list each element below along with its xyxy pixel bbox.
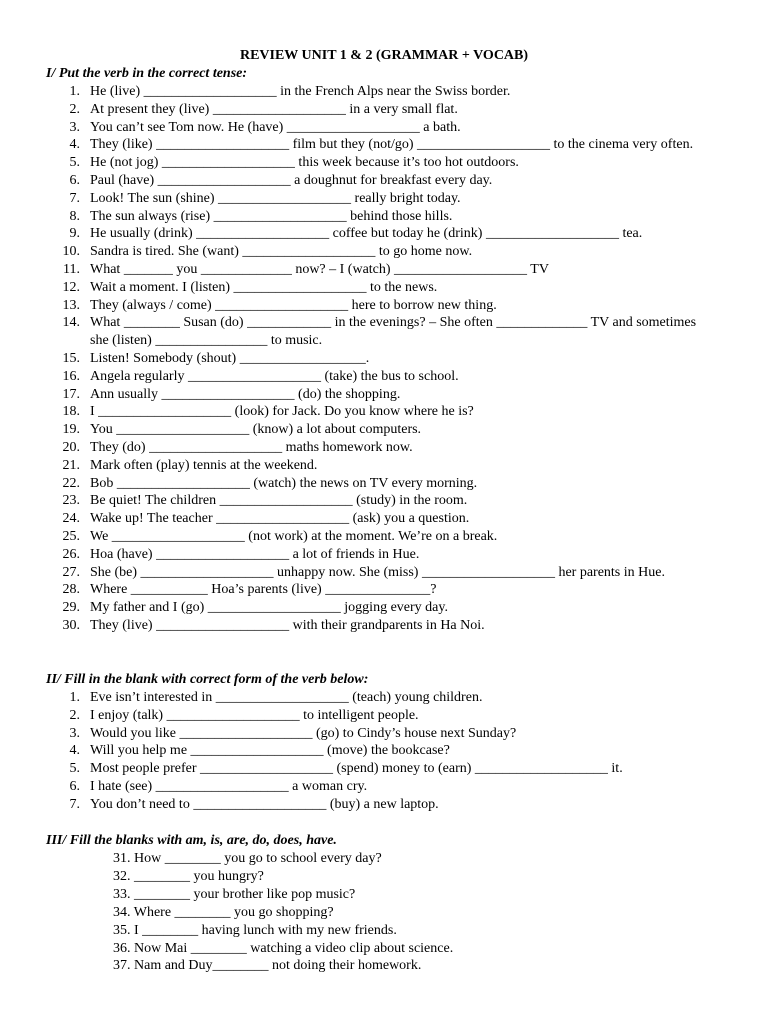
item-text: I ___________________ (look) for Jack. Do you know where he is?	[90, 404, 474, 420]
item-number: 4.	[69, 137, 80, 153]
item-text: He usually (drink) ___________________ coffee but today he (drink) ___________________ tea.	[90, 226, 643, 242]
item-text: I hate (see) ___________________ a woman cry.	[90, 778, 368, 794]
exercise-item	[0, 439, 715, 457]
exercise-item	[0, 101, 715, 119]
item-text: Mark often (play) tennis at the weekend.	[90, 457, 318, 473]
item-number: 28.	[62, 582, 80, 598]
item-text: You ___________________ (know) a lot about computers.	[90, 422, 422, 438]
item-number: 22.	[62, 475, 80, 491]
item-number: 20.	[62, 439, 80, 455]
exercise-item	[0, 386, 715, 404]
exercise-item	[0, 279, 715, 297]
item-text: They (always / come) ___________________ here to borrow new thing.	[90, 297, 497, 313]
exercise-item	[0, 119, 715, 137]
item-text: I enjoy (talk) ___________________ to intelligent people.	[90, 707, 419, 723]
item-number: 21.	[62, 457, 80, 473]
exercise-item	[0, 457, 715, 475]
exercise-item: 36. Now Mai ________ watching a video clip about science.	[113, 940, 454, 956]
exercise-item	[0, 208, 715, 226]
item-text: Ann usually ___________________ (do) the shopping.	[90, 386, 401, 402]
item-text: What ________ Susan (do) ____________ in the evenings? – She often _____________ TV and sometimes she (listen) ________________ to music.	[90, 315, 697, 349]
item-number: 16.	[62, 368, 80, 384]
item-number: 30.	[62, 617, 80, 633]
exercise-item	[0, 528, 715, 546]
exercise-item	[0, 136, 715, 154]
item-text: She (be) ___________________ unhappy now. She (miss) ___________________ her parents in Hue.	[90, 564, 665, 580]
exercise-item	[0, 421, 715, 439]
item-text: My father and I (go) ___________________ jogging every day.	[90, 600, 448, 616]
item-text: What _______ you _____________ now? – I (watch) ___________________ TV	[90, 261, 549, 277]
item-number: 6.	[69, 172, 80, 188]
item-number: 7.	[69, 190, 80, 206]
item-text: Hoa (have) ___________________ a lot of friends in Hue.	[90, 546, 420, 562]
item-text: Most people prefer ___________________ (spend) money to (earn) ___________________ it.	[90, 761, 623, 777]
item-number: 9.	[69, 226, 80, 242]
item-number: 3.	[69, 119, 80, 135]
item-number: 8.	[69, 208, 80, 224]
item-text: Where ___________ Hoa’s parents (live) _______________?	[90, 582, 437, 598]
exercise-item	[0, 475, 715, 493]
item-text: Will you help me ___________________ (move) the bookcase?	[90, 743, 450, 759]
exercise-item	[0, 492, 715, 510]
item-number: 19.	[62, 422, 80, 438]
item-number: 2.	[69, 707, 80, 723]
section-1-heading: I/ Put the verb in the correct tense:	[46, 66, 248, 81]
exercise-item	[0, 564, 715, 582]
item-number: 6.	[69, 778, 80, 794]
section-2-list	[0, 689, 715, 814]
item-number: 27.	[62, 564, 80, 580]
item-text: They (like) ___________________ film but they (not/go) ___________________ to the cinema very often.	[90, 137, 694, 153]
exercise-item: 34. Where ________ you go shopping?	[113, 904, 334, 920]
item-text: Be quiet! The children ___________________ (study) in the room.	[90, 493, 468, 509]
exercise-item	[0, 707, 715, 725]
item-number: 15.	[62, 350, 80, 366]
item-text: Wake up! The teacher ___________________ (ask) you a question.	[90, 511, 470, 527]
exercise-item	[0, 581, 715, 599]
item-number: 18.	[62, 404, 80, 420]
item-text: He (live) ___________________ in the French Alps near the Swiss border.	[90, 84, 511, 99]
section-3-list	[113, 850, 453, 975]
item-number: 5.	[69, 155, 80, 171]
item-number: 12.	[62, 279, 80, 295]
item-number: 5.	[69, 761, 80, 777]
exercise-item: 32. ________ you hungry?	[113, 868, 264, 884]
exercise-item	[0, 778, 715, 796]
item-number: 25.	[62, 528, 80, 544]
exercise-item	[0, 172, 715, 190]
item-text: Listen! Somebody (shout) __________________.	[90, 350, 370, 366]
exercise-item	[0, 225, 715, 243]
item-text: He (not jog) ___________________ this week because it’s too hot outdoors.	[90, 155, 519, 171]
item-number: 7.	[69, 796, 80, 812]
item-text: At present they (live) ___________________ in a very small flat.	[90, 101, 458, 117]
exercise-item	[0, 368, 715, 386]
item-text: Bob ___________________ (watch) the news on TV every morning.	[90, 475, 478, 491]
item-number: 26.	[62, 546, 80, 562]
exercise-item	[0, 154, 715, 172]
exercise-item	[0, 261, 715, 279]
item-number: 10.	[62, 244, 80, 260]
item-text: Look! The sun (shine) ___________________ really bright today.	[90, 190, 461, 206]
exercise-item	[0, 742, 715, 760]
item-number: 13.	[62, 297, 80, 313]
item-text: We ___________________ (not work) at the moment. We’re on a break.	[90, 528, 498, 544]
item-text: Paul (have) ___________________ a doughnut for breakfast every day.	[90, 172, 493, 188]
exercise-item	[0, 546, 715, 564]
exercise-item: 35. I ________ having lunch with my new friends.	[113, 922, 397, 938]
section-1-list	[0, 83, 715, 635]
item-text: They (do) ___________________ maths homework now.	[90, 439, 413, 455]
exercise-item	[0, 689, 715, 707]
item-number: 17.	[62, 386, 80, 402]
exercise-item	[0, 350, 715, 368]
item-text: Wait a moment. I (listen) ___________________ to the news.	[90, 279, 438, 295]
item-text: You don’t need to ___________________ (buy) a new laptop.	[90, 796, 439, 812]
exercise-item	[0, 617, 715, 635]
item-text: The sun always (rise) ___________________ behind those hills.	[90, 208, 453, 224]
item-number: 3.	[69, 725, 80, 741]
item-number: 24.	[62, 511, 80, 527]
item-number: 23.	[62, 493, 80, 509]
exercise-item	[0, 796, 715, 814]
exercise-item	[0, 83, 715, 101]
item-number: 1.	[69, 690, 80, 705]
exercise-item	[0, 725, 715, 743]
item-text: Sandra is tired. She (want) ___________________ to go home now.	[90, 244, 473, 260]
exercise-item	[0, 243, 715, 261]
item-text: You can’t see Tom now. He (have) ___________________ a bath.	[90, 119, 461, 135]
exercise-item	[0, 190, 715, 208]
item-number: 11.	[63, 261, 80, 277]
item-number: 2.	[69, 101, 80, 117]
item-text: Angela regularly ___________________ (take) the bus to school.	[90, 368, 459, 384]
exercise-item: 33. ________ your brother like pop music?	[113, 886, 356, 902]
item-text: They (live) ___________________ with their grandparents in Ha Noi.	[90, 617, 485, 633]
exercise-item	[0, 599, 715, 617]
exercise-item	[0, 403, 715, 421]
exercise-item	[0, 314, 715, 350]
section-2-heading: II/ Fill in the blank with correct form of the verb below:	[46, 672, 369, 687]
exercise-item	[0, 760, 715, 778]
item-number: 14.	[62, 315, 80, 331]
item-number: 1.	[69, 84, 80, 99]
item-text: Eve isn’t interested in ___________________ (teach) young children.	[90, 690, 483, 705]
item-number: 4.	[69, 743, 80, 759]
item-text: Would you like ___________________ (go) to Cindy’s house next Sunday?	[90, 725, 517, 741]
page-title: REVIEW UNIT 1 & 2 (GRAMMAR + VOCAB)	[239, 48, 529, 63]
item-number: 29.	[62, 600, 80, 616]
section-3-heading: III/ Fill the blanks with am, is, are, do, does, have.	[46, 833, 337, 848]
exercise-item	[0, 510, 715, 528]
exercise-item: 37. Nam and Duy________ not doing their homework.	[113, 958, 422, 974]
exercise-item: 31. How ________ you go to school every day?	[113, 851, 382, 866]
exercise-item	[0, 297, 715, 315]
